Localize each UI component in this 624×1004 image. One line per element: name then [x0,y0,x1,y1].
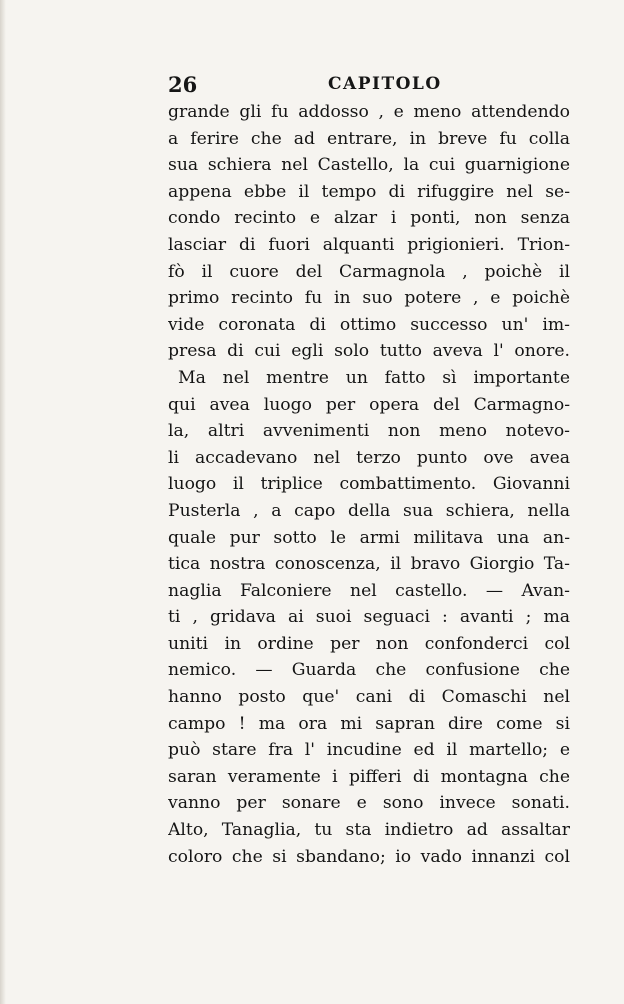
text-line: presa di cui egli solo tutto aveva l' onore. [168,341,570,362]
text-line: li accadevano nel terzo punto ove avea [168,447,570,468]
running-head: CAPITOLO [328,74,442,94]
text-line: campo ! ma ora mi sapran dire come si [168,713,570,734]
text-line: nemico. — Guarda che confusione che [168,660,570,681]
page-number: 26 [168,72,198,97]
text-line: hanno posto que' cani di Comaschi nel [168,687,570,708]
text-line: primo recinto fu in suo potere , e poichè [168,288,570,309]
text-line: vide coronata di ottimo successo un' im- [168,314,570,335]
text-line: può stare fra l' incudine ed il martello; e [168,740,570,761]
text-line: Pusterla , a capo della sua schiera, nella [168,500,570,521]
text-line: Ma nel mentre un fatto sì importante [178,367,570,388]
text-line: appena ebbe il tempo di rifuggire nel se- [168,181,570,202]
text-line: a ferire che ad entrare, in breve fu colla [168,128,570,149]
text-line: sua schiera nel Castello, la cui guarnigione [168,155,570,176]
text-line: tica nostra conoscenza, il bravo Giorgio Ta- [168,554,570,575]
text-line: ti , gridava ai suoi seguaci : avanti ; ma [168,607,570,628]
page-header [168,72,578,100]
body-text [168,99,570,870]
text-line: fò il cuore del Carmagnola , poichè il [168,261,570,282]
text-line: uniti in ordine per non confonderci col [168,633,570,654]
text-line: la, altri avvenimenti non meno notevo- [168,421,570,442]
page-binding-shadow [0,0,6,1004]
text-line: luogo il triplice combattimento. Giovanni [168,474,570,495]
text-line: qui avea luogo per opera del Carmagno- [168,394,570,415]
text-line: condo recinto e alzar i ponti, non senza [168,208,570,229]
text-line: vanno per sonare e sono invece sonati. [168,793,570,814]
text-line: coloro che si sbandano; io vado innanzi col [168,846,570,867]
text-line: saran veramente i pifferi di montagna che [168,766,570,787]
text-line: Alto, Tanaglia, tu sta indietro ad assaltar [168,820,570,841]
text-line: quale pur sotto le armi militava una an- [168,527,570,548]
text-line: grande gli fu addosso , e meno attendendo [168,102,570,122]
text-line: naglia Falconiere nel castello. — Avan- [168,580,570,601]
text-line: lasciar di fuori alquanti prigionieri. Trion- [168,234,570,255]
